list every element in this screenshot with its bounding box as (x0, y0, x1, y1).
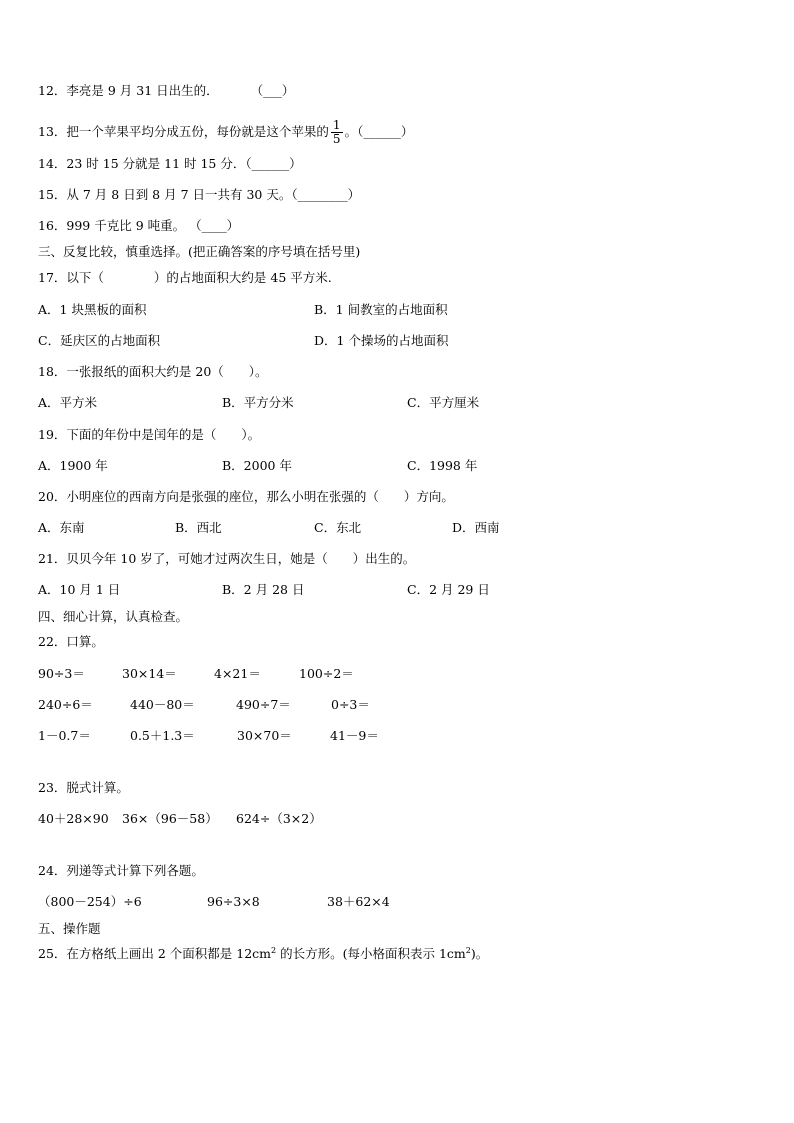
option-b[interactable]: B．平方分米 (222, 395, 294, 410)
fraction-numerator: 1 (332, 118, 341, 132)
question-13 (38, 119, 413, 146)
calc-item: 624÷（3×2） (236, 811, 322, 826)
question-14: 14．23 时 15 分就是 11 时 15 分．（______） (38, 156, 302, 171)
option-c[interactable]: C．平方厘米 (407, 395, 480, 410)
option-d[interactable]: D．西南 (452, 520, 500, 535)
answer-blank[interactable]: 。（______） (344, 124, 414, 139)
fraction-denominator: 5 (332, 132, 341, 146)
question-15: 15．从 7 月 8 日到 8 月 7 日一共有 30 天。（________） (38, 187, 361, 202)
superscript: 2 (465, 946, 471, 955)
option-a[interactable]: A．1900 年 (38, 458, 108, 473)
option-a[interactable]: A．10 月 1 日 (38, 582, 121, 597)
question-24-stem: 24．列递等式计算下列各题。 (38, 863, 204, 878)
mental-math-item: 4×21＝ (214, 666, 261, 681)
answer-blank[interactable]: （___） (250, 83, 295, 98)
option-b[interactable]: B．2 月 28 日 (222, 582, 305, 597)
mental-math-item: 0÷3＝ (331, 697, 370, 712)
section-3-heading: 三、反复比较，慎重选择。(把正确答案的序号填在括号里) (38, 244, 361, 259)
option-b[interactable]: B．2000 年 (222, 458, 292, 473)
question-13-text: 13．把一个苹果平均分成五份，每份就是这个苹果的 (38, 124, 329, 139)
question-12 (38, 83, 294, 99)
mental-math-item: 490÷7＝ (236, 697, 291, 712)
calc-item: 36×（96－58） (122, 811, 218, 826)
mental-math-item: 30×14＝ (122, 666, 177, 681)
mental-math-item: 100÷2＝ (299, 666, 354, 681)
question-25-text: 25．在方格纸上画出 2 个面积都是 12cm (38, 946, 272, 961)
mental-math-item: 41－9＝ (330, 728, 379, 743)
mental-math-item: 1－0.7＝ (38, 728, 91, 743)
question-12-text: 12．李亮是 9 月 31 日出生的． (38, 83, 219, 98)
calc-item: （800－254）÷6 (38, 894, 142, 909)
option-d[interactable]: D．1 个操场的占地面积 (314, 333, 449, 348)
mental-math-item: 90÷3＝ (38, 666, 85, 681)
calc-item: 38＋62×4 (327, 894, 390, 909)
option-b[interactable]: B．1 间教室的占地面积 (314, 302, 448, 317)
question-25 (38, 946, 488, 962)
question-17-stem: 17．以下（ ）的占地面积大约是 45 平方米. (38, 270, 332, 285)
question-20-stem: 20．小明座位的西南方向是张强的座位，那么小明在张强的（ ）方向。 (38, 489, 454, 504)
question-25-text: )。 (470, 946, 489, 961)
question-19-stem: 19．下面的年份中是闰年的是（ ）。 (38, 427, 261, 442)
calc-item: 96÷3×8 (207, 894, 260, 909)
option-b[interactable]: B．西北 (175, 520, 222, 535)
superscript: 2 (271, 946, 277, 955)
option-c[interactable]: C．1998 年 (407, 458, 478, 473)
option-c[interactable]: C．延庆区的占地面积 (38, 333, 161, 348)
calc-item: 40＋28×90 (38, 811, 109, 826)
option-c[interactable]: C．2 月 29 日 (407, 582, 490, 597)
section-4-heading: 四、细心计算，认真检查。 (38, 609, 189, 624)
question-18-stem: 18．一张报纸的面积大约是 20（ ）。 (38, 364, 268, 379)
fraction-one-fifth (331, 119, 343, 146)
question-16: 16．999 千克比 9 吨重。 （____） (38, 218, 240, 233)
mental-math-item: 240÷6＝ (38, 697, 93, 712)
mental-math-item: 0.5＋1.3＝ (130, 728, 195, 743)
option-a[interactable]: A．1 块黑板的面积 (38, 302, 147, 317)
mental-math-item: 440－80＝ (130, 697, 195, 712)
option-a[interactable]: A．平方米 (38, 395, 98, 410)
option-a[interactable]: A．东南 (38, 520, 85, 535)
question-22-stem: 22．口算。 (38, 634, 104, 649)
question-25-text: 的长方形。(每小格面积表示 1cm (276, 946, 466, 961)
question-21-stem: 21．贝贝今年 10 岁了，可她才过两次生日，她是（ ）出生的。 (38, 551, 416, 566)
option-c[interactable]: C．东北 (314, 520, 362, 535)
section-5-heading: 五、操作题 (38, 921, 101, 936)
question-23-stem: 23．脱式计算。 (38, 780, 129, 795)
mental-math-item: 30×70＝ (237, 728, 292, 743)
